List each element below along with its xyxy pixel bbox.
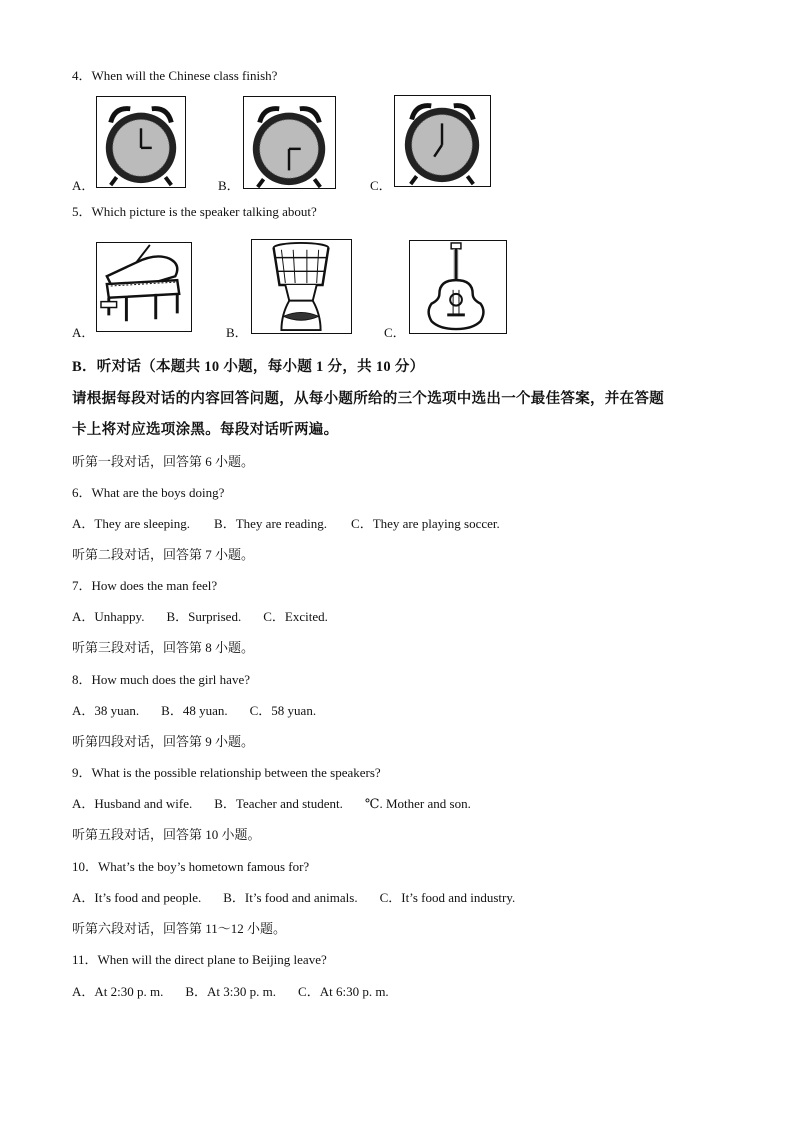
option-b: B．48 yuan.: [161, 703, 228, 718]
option-b: B．Surprised.: [166, 609, 242, 624]
option-b: B．Teacher and student.: [214, 796, 343, 811]
q4-option-b-label: B．: [218, 178, 240, 193]
dialogue-intro: 听第二段对话，回答第 7 小题。: [72, 547, 255, 562]
option-c: ℃. Mother and son.: [364, 796, 471, 811]
clock-icon: [96, 96, 186, 188]
option-b: B．They are reading.: [214, 516, 328, 531]
answer-options: [72, 889, 515, 907]
option-a: A．They are sleeping.: [72, 516, 191, 531]
answer-options: [72, 795, 471, 813]
q4-option-c-label: C．: [370, 178, 392, 193]
option-c: C．Excited.: [263, 609, 328, 624]
q5-option-c-label: C．: [384, 325, 406, 340]
dialogue-intro: 听第五段对话，回答第 10 小题。: [72, 827, 261, 842]
option-a: A．Unhappy.: [72, 609, 145, 624]
answer-options: [72, 702, 316, 720]
question-text: 7．How does the man feel?: [72, 578, 218, 593]
option-a: A．It’s food and people.: [72, 890, 202, 905]
option-a: A．Husband and wife.: [72, 796, 193, 811]
option-c: C．At 6:30 p. m.: [298, 984, 389, 999]
dialogue-intro: 听第三段对话，回答第 8 小题。: [72, 640, 255, 655]
piano-icon: [96, 242, 192, 332]
option-c: C．They are playing soccer.: [351, 516, 500, 531]
option-c: C．58 yuan.: [249, 703, 317, 718]
dialogue-intro: 听第六段对话，回答第 11～12 小题。: [72, 921, 287, 936]
guitar-icon: [409, 240, 507, 334]
clock-icon: [394, 95, 491, 187]
option-c: C．It’s food and industry.: [379, 890, 516, 905]
clock-icon: [243, 96, 336, 189]
question-text: 8．How much does the girl have?: [72, 672, 250, 687]
question-text: 11．When will the direct plane to Beijing leave?: [72, 952, 327, 967]
section-b-heading: B．听对话（本题共 10 小题，每小题 1 分，共 10 分）: [72, 359, 425, 375]
q5-option-a-label: A．: [72, 325, 95, 340]
dialogue-intro: 听第一段对话，回答第 6 小题。: [72, 454, 255, 469]
option-b: B．It’s food and animals.: [223, 890, 358, 905]
option-a: A．At 2:30 p. m.: [72, 984, 164, 999]
question-text: 6．What are the boys doing?: [72, 485, 225, 500]
option-b: B．At 3:30 p. m.: [185, 984, 277, 999]
section-b-instruction-2: 卡上将对应选项涂黑。每段对话听两遍。: [72, 422, 339, 438]
q5-question: 5．Which picture is the speaker talking about?: [72, 204, 317, 219]
dialogue-intro: 听第四段对话，回答第 9 小题。: [72, 734, 255, 749]
section-b-instruction-1: 请根据每段对话的内容回答问题，从每小题所给的三个选项中选出一个最佳答案，并在答题: [72, 391, 664, 407]
answer-options: [72, 608, 328, 626]
drum-icon: [251, 239, 352, 334]
q4-question: 4．When will the Chinese class finish?: [72, 68, 278, 83]
q5-option-b-label: B．: [226, 325, 248, 340]
answer-options: [72, 983, 389, 1001]
answer-options: [72, 515, 500, 533]
question-text: 10．What’s the boy’s hometown famous for?: [72, 859, 310, 874]
option-a: A．38 yuan.: [72, 703, 140, 718]
q4-option-a-label: A．: [72, 178, 95, 193]
question-text: 9．What is the possible relationship between the speakers?: [72, 765, 381, 780]
